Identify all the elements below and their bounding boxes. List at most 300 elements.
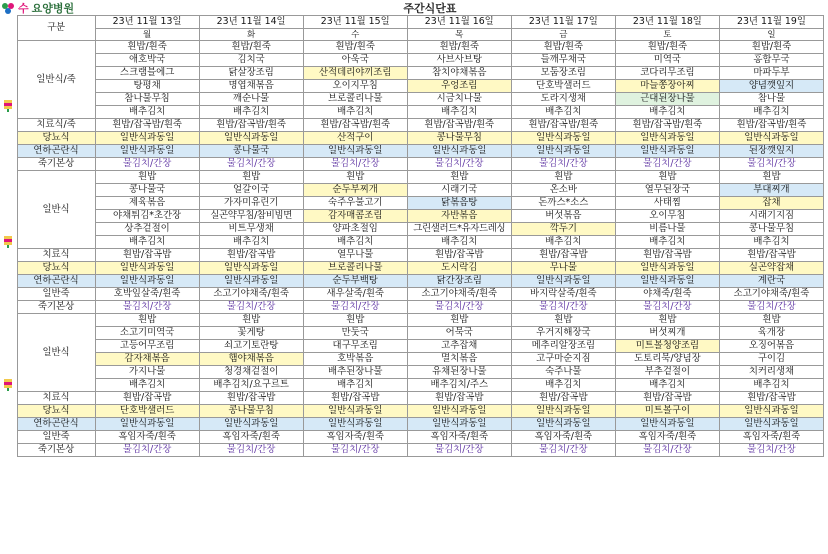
menu-row [0,197,824,210]
menu-cell: 상추겉절이 [95,223,199,236]
menu-cell: 물김치/간장 [407,301,511,314]
category-label: 일반죽 [17,288,95,301]
menu-cell: 일반식과동일 [303,405,407,418]
menu-cell: 산적데리야끼조림 [303,67,407,80]
date-header: 23년 11월 16일 [407,16,511,29]
menu-row [0,93,824,106]
menu-cell: 꽃게탕 [199,327,303,340]
menu-row [0,145,824,158]
menu-cell: 배추김치 [199,106,303,119]
menu-cell: 흑임자죽/흰죽 [615,431,719,444]
menu-cell: 얼갈이국 [199,184,303,197]
menu-cell: 배추김치 [719,106,823,119]
menu-cell: 김치국 [199,54,303,67]
menu-cell: 배추김치 [615,236,719,249]
weekday-header: 토 [615,29,719,41]
menu-cell: 브로콜리나물 [303,93,407,106]
category-label: 죽기본상 [17,301,95,314]
menu-cell: 흰밥/흰죽 [95,41,199,54]
menu-cell: 흰밥 [615,314,719,327]
header-weekday-row [0,29,824,41]
date-header: 23년 11월 18일 [615,16,719,29]
weekday-header: 수 [303,29,407,41]
menu-cell: 흑임자죽/흰죽 [407,431,511,444]
menu-cell: 흑임자죽/흰죽 [95,431,199,444]
menu-cell: 흰밥/흰죽 [511,41,615,54]
menu-cell: 제육볶음 [95,197,199,210]
category-label-text: 일반식 [42,203,70,215]
menu-cell: 일반식과동일 [615,418,719,431]
menu-cell: 물김치/간장 [95,444,199,457]
menu-cell: 흰밥/잡곡밥 [511,392,615,405]
menu-cell: 참나물 [719,93,823,106]
menu-cell: 콩나물무침 [719,223,823,236]
menu-cell: 일반식과동일 [95,418,199,431]
menu-cell: 버섯찌개 [615,327,719,340]
menu-cell: 배추김치 [719,379,823,392]
menu-cell: 사브사브탕 [407,54,511,67]
menu-cell: 닭살장조림 [199,67,303,80]
menu-row [0,431,824,444]
menu-cell: 모둠장조림 [511,67,615,80]
category-label [17,171,95,249]
menu-cell: 흰밥/흰죽 [407,41,511,54]
menu-cell: 흰밥/잡곡밥/흰죽 [303,119,407,132]
menu-cell: 숙주우불고기 [303,197,407,210]
menu-cell: 육개장 [719,327,823,340]
menu-cell: 흑임자죽/흰죽 [199,431,303,444]
menu-cell: 물김치/간장 [511,158,615,171]
category-label: 죽기본상 [17,444,95,457]
menu-cell: 물김치/간장 [719,301,823,314]
menu-cell: 물김치/간장 [95,158,199,171]
menu-cell: 배추김치 [615,106,719,119]
menu-cell: 일반식과동일 [407,405,511,418]
menu-row [0,314,824,327]
menu-cell: 흰밥 [719,171,823,184]
menu-cell: 깨순나물 [199,93,303,106]
menu-cell: 물김치/간장 [511,444,615,457]
menu-row [0,67,824,80]
category-label-text: 일반식 [42,346,70,358]
hospital-name: 요양병원 [31,2,75,15]
menu-cell: 일반식과동일 [303,145,407,158]
menu-cell: 참치야채볶음 [407,67,511,80]
category-label: 치료식/죽 [17,119,95,132]
menu-cell: 일반식과동일 [615,145,719,158]
menu-cell: 유채된장나물 [407,366,511,379]
menu-cell: 명엽채볶음 [199,80,303,93]
menu-cell: 흰밥 [407,314,511,327]
menu-cell: 흑임자죽/흰죽 [719,431,823,444]
menu-cell: 흰밥/흰죽 [303,41,407,54]
menu-cell: 닭볶음탕 [407,197,511,210]
menu-row [0,171,824,184]
category-label: 당뇨식 [17,132,95,145]
menu-cell: 코다리무조림 [615,67,719,80]
menu-cell: 흰밥 [303,171,407,184]
menu-cell: 가자미유린기 [199,197,303,210]
category-label: 치료식 [17,392,95,405]
category-label: 일반죽 [17,431,95,444]
menu-cell: 어묵국 [407,327,511,340]
menu-cell: 물김치/간장 [199,158,303,171]
menu-cell: 흰밥/잡곡밥 [95,249,199,262]
menu-cell: 배추김치 [511,379,615,392]
menu-cell: 흰밥/흰죽 [719,41,823,54]
menu-cell: 오이무침 [615,210,719,223]
menu-cell: 흰밥/잡곡밥/흰죽 [407,119,511,132]
menu-row [0,249,824,262]
menu-cell: 근대된장나물 [615,93,719,106]
menu-row [0,158,824,171]
menu-cell: 콩나물국 [95,184,199,197]
menu-cell: 양념깻잎지 [719,80,823,93]
menu-cell: 탕평채 [95,80,199,93]
menu-cell: 일반식과동일 [615,275,719,288]
menu-cell: 배추김치/주스 [407,379,511,392]
menu-cell: 물김치/간장 [303,301,407,314]
menu-row [0,41,824,54]
menu-cell: 호박볶음 [303,353,407,366]
menu-cell: 부추겉절이 [615,366,719,379]
menu-cell: 무나물 [511,262,615,275]
category-label [17,314,95,392]
menu-cell: 흑임자죽/흰죽 [303,431,407,444]
hospital-logo [2,1,74,15]
menu-cell: 열무나물 [303,249,407,262]
menu-cell: 소고기미역국 [95,327,199,340]
page-title: 주간식단표 [403,2,457,15]
menu-cell: 물김치/간장 [719,158,823,171]
header-corner [0,16,17,41]
menu-row [0,405,824,418]
menu-cell: 돈까스*소스 [511,197,615,210]
meal-strip-icon [3,235,13,249]
menu-cell: 물김치/간장 [199,444,303,457]
menu-cell: 참나물무침 [95,93,199,106]
menu-cell: 흰밥 [199,314,303,327]
menu-cell: 흰밥/잡곡밥 [615,249,719,262]
menu-cell: 흰밥 [511,314,615,327]
meal-strip [0,314,17,457]
menu-cell: 도토리묵/양념장 [615,353,719,366]
menu-cell: 열무된장국 [615,184,719,197]
menu-cell: 일반식과동일 [95,262,199,275]
menu-cell: 스크램블에그 [95,67,199,80]
menu-cell: 비름나물 [615,223,719,236]
meal-strip [0,41,17,171]
hospital-prefix: 수 [18,2,29,15]
menu-cell: 홍합무국 [719,54,823,67]
menu-cell: 도시락김 [407,262,511,275]
menu-cell: 오징어볶음 [719,340,823,353]
date-header: 23년 11월 14일 [199,16,303,29]
menu-row [0,275,824,288]
menu-row [0,210,824,223]
menu-cell: 배추김치 [303,236,407,249]
menu-cell: 고구마순지짐 [511,353,615,366]
menu-cell: 시금치나물 [407,93,511,106]
menu-cell: 가지나물 [95,366,199,379]
menu-row [0,262,824,275]
menu-cell: 배추김치 [303,379,407,392]
menu-cell: 흰밥 [407,171,511,184]
menu-cell: 일반식과동일 [95,145,199,158]
menu-cell: 물김치/간장 [303,444,407,457]
menu-cell: 자반볶음 [407,210,511,223]
menu-cell: 일반식과동일 [407,145,511,158]
date-header: 23년 11월 17일 [511,16,615,29]
menu-cell: 흰밥/잡곡밥 [615,392,719,405]
menu-cell: 구이김 [719,353,823,366]
menu-cell: 쇠고기토란탕 [199,340,303,353]
header-date-row [0,16,824,29]
menu-cell: 도라지생채 [511,93,615,106]
menu-cell: 일반식과동일 [615,132,719,145]
menu-row [0,288,824,301]
menu-cell: 닭간장조림 [407,275,511,288]
menu-cell: 소고기야채죽/흰죽 [407,288,511,301]
menu-row [0,366,824,379]
menu-cell: 마파두부 [719,67,823,80]
menu-cell: 흰밥/잡곡밥 [511,249,615,262]
menu-cell: 흰밥/잡곡밥 [719,249,823,262]
menu-row [0,80,824,93]
menu-cell: 일반식과동일 [95,275,199,288]
menu-row [0,106,824,119]
menu-cell: 흰밥/잡곡밥 [407,249,511,262]
menu-row [0,379,824,392]
weekday-header: 일 [719,29,823,41]
menu-cell: 물김치/간장 [407,444,511,457]
menu-cell: 소고기야채죽/흰죽 [719,288,823,301]
menu-cell: 배추김치 [303,106,407,119]
menu-cell: 치커리생채 [719,366,823,379]
menu-cell: 흰밥/흰죽 [615,41,719,54]
menu-cell: 감자채볶음 [95,353,199,366]
menu-cell: 흰밥 [615,171,719,184]
menu-cell: 물김치/간장 [615,301,719,314]
category-label: 연하곤란식 [17,418,95,431]
menu-cell: 호박잎살죽/흰죽 [95,288,199,301]
menu-cell: 실곤약무침/참비빔면 [199,210,303,223]
menu-cell: 야채튀김*초간장 [95,210,199,223]
menu-cell: 흰밥/잡곡밥/흰죽 [615,119,719,132]
menu-row [0,392,824,405]
category-label: 연하곤란식 [17,275,95,288]
menu-cell: 양파초절임 [303,223,407,236]
menu-cell: 물김치/간장 [95,301,199,314]
menu-cell: 흰밥/흰죽 [199,41,303,54]
menu-cell: 흑임자죽/흰죽 [511,431,615,444]
menu-cell: 배추김치/요구르트 [199,379,303,392]
hospital-logo-icon [2,3,15,14]
menu-cell: 일반식과동일 [199,275,303,288]
menu-cell: 물김치/간장 [407,158,511,171]
menu-cell: 배추김치 [615,379,719,392]
menu-cell: 오이지무침 [303,80,407,93]
menu-cell: 배추된장나물 [303,366,407,379]
menu-cell: 배추김치 [95,106,199,119]
category-label: 당뇨식 [17,405,95,418]
menu-cell: 단호박샐러드 [511,80,615,93]
menu-cell: 배추김치 [719,236,823,249]
menu-cell: 미역국 [615,54,719,67]
menu-cell: 순두부백탕 [303,275,407,288]
date-header: 23년 11월 13일 [95,16,199,29]
menu-cell: 흰밥/잡곡밥 [719,392,823,405]
menu-cell: 배추김치 [511,106,615,119]
menu-cell: 콩나물무침 [199,405,303,418]
menu-cell: 고등어무조림 [95,340,199,353]
category-label: 당뇨식 [17,262,95,275]
menu-cell: 흰밥/잡곡밥 [95,392,199,405]
menu-row [0,184,824,197]
menu-cell: 일반식과동일 [95,132,199,145]
menu-cell: 만둣국 [303,327,407,340]
menu-cell: 우거지해장국 [511,327,615,340]
meal-strip [0,171,17,314]
menu-row [0,353,824,366]
weekday-header: 월 [95,29,199,41]
menu-cell: 일반식과동일 [511,275,615,288]
menu-row [0,340,824,353]
menu-cell: 흰밥/잡곡밥 [303,392,407,405]
menu-cell: 배추김치 [511,236,615,249]
menu-cell: 부대찌개 [719,184,823,197]
menu-cell: 흰밥/잡곡밥/흰죽 [95,119,199,132]
menu-row [0,444,824,457]
menu-cell: 청경채겉절이 [199,366,303,379]
category-label: 치료식 [17,249,95,262]
menu-cell: 대구무조림 [303,340,407,353]
menu-cell: 실곤약잡채 [719,262,823,275]
weekday-header: 화 [199,29,303,41]
menu-row [0,301,824,314]
weekday-header: 금 [511,29,615,41]
menu-cell: 시래기지짐 [719,210,823,223]
menu-cell: 고추잡채 [407,340,511,353]
menu-cell: 마늘쫑장아찌 [615,80,719,93]
menu-cell: 흰밥 [95,171,199,184]
menu-cell: 콩나물국 [199,145,303,158]
menu-cell: 흰밥 [199,171,303,184]
menu-table [0,15,824,457]
menu-cell: 흰밥/잡곡밥/흰죽 [719,119,823,132]
menu-cell: 들깨무채국 [511,54,615,67]
menu-cell: 콩나물무침 [407,132,511,145]
menu-cell: 멸치볶음 [407,353,511,366]
category-label-text: 일반식/죽 [36,73,76,85]
menu-cell: 일반식과동일 [511,145,615,158]
menu-row [0,54,824,67]
menu-cell: 흰밥 [303,314,407,327]
menu-cell: 물김치/간장 [199,301,303,314]
menu-cell: 일반식과동일 [719,132,823,145]
menu-cell: 비트무생채 [199,223,303,236]
menu-cell: 순두부찌개 [303,184,407,197]
menu-cell: 일반식과동일 [303,418,407,431]
menu-cell: 물김치/간장 [615,158,719,171]
menu-cell: 아욱국 [303,54,407,67]
menu-cell: 물김치/간장 [719,444,823,457]
menu-cell: 물김치/간장 [511,301,615,314]
menu-cell: 산적구이 [303,132,407,145]
menu-cell: 흰밥/잡곡밥/흰죽 [199,119,303,132]
menu-cell: 일반식과동일 [199,132,303,145]
menu-cell: 물김치/간장 [303,158,407,171]
menu-cell: 일반식과동일 [511,132,615,145]
menu-row [0,132,824,145]
menu-cell: 흰밥 [511,171,615,184]
menu-cell: 배추김치 [407,106,511,119]
menu-cell: 배추김치 [95,236,199,249]
menu-cell: 미트볼청양조림 [615,340,719,353]
menu-cell: 깍두기 [511,223,615,236]
menu-cell: 단호박샐러드 [95,405,199,418]
menu-cell: 잡채 [719,197,823,210]
menu-cell: 온소바 [511,184,615,197]
menu-cell: 소고기야채죽/흰죽 [199,288,303,301]
menu-cell: 일반식과동일 [719,418,823,431]
meal-strip-icon [3,99,13,113]
menu-cell: 일반식과동일 [615,262,719,275]
menu-row [0,119,824,132]
weekday-header: 목 [407,29,511,41]
menu-row [0,236,824,249]
menu-cell: 일반식과동일 [199,262,303,275]
menu-cell: 흰밥/잡곡밥 [407,392,511,405]
date-header: 23년 11월 15일 [303,16,407,29]
category-header: 구분 [17,16,95,41]
category-label [17,41,95,119]
menu-cell: 햄야채볶음 [199,353,303,366]
date-header: 23년 11월 19일 [719,16,823,29]
menu-cell: 흰밥 [719,314,823,327]
menu-cell: 배추김치 [95,379,199,392]
menu-cell: 브로콜리나물 [303,262,407,275]
menu-cell: 흰밥 [95,314,199,327]
menu-cell: 일반식과동일 [511,405,615,418]
menu-cell: 감자매콤조림 [303,210,407,223]
menu-cell: 시래기국 [407,184,511,197]
menu-cell: 배추김치 [407,236,511,249]
menu-cell: 새우살죽/흰죽 [303,288,407,301]
menu-cell: 그린샐러드*유자드레싱 [407,223,511,236]
menu-cell: 애호박국 [95,54,199,67]
menu-cell: 된장깻잎지 [719,145,823,158]
menu-cell: 일반식과동일 [407,418,511,431]
category-label: 죽기본상 [17,158,95,171]
menu-cell: 배추김치 [199,236,303,249]
menu-cell: 바지락살죽/흰죽 [511,288,615,301]
menu-cell: 일반식과동일 [511,418,615,431]
menu-cell: 사태찜 [615,197,719,210]
menu-cell: 일반식과동일 [719,405,823,418]
menu-cell: 흰밥/잡곡밥 [199,249,303,262]
menu-cell: 계란국 [719,275,823,288]
menu-cell: 미트볼구이 [615,405,719,418]
menu-row [0,418,824,431]
menu-cell: 메추리알장조림 [511,340,615,353]
menu-cell: 버섯볶음 [511,210,615,223]
menu-cell: 물김치/간장 [615,444,719,457]
menu-cell: 흰밥/잡곡밥/흰죽 [511,119,615,132]
menu-row [0,327,824,340]
menu-cell: 숙주나물 [511,366,615,379]
menu-cell: 일반식과동일 [199,418,303,431]
